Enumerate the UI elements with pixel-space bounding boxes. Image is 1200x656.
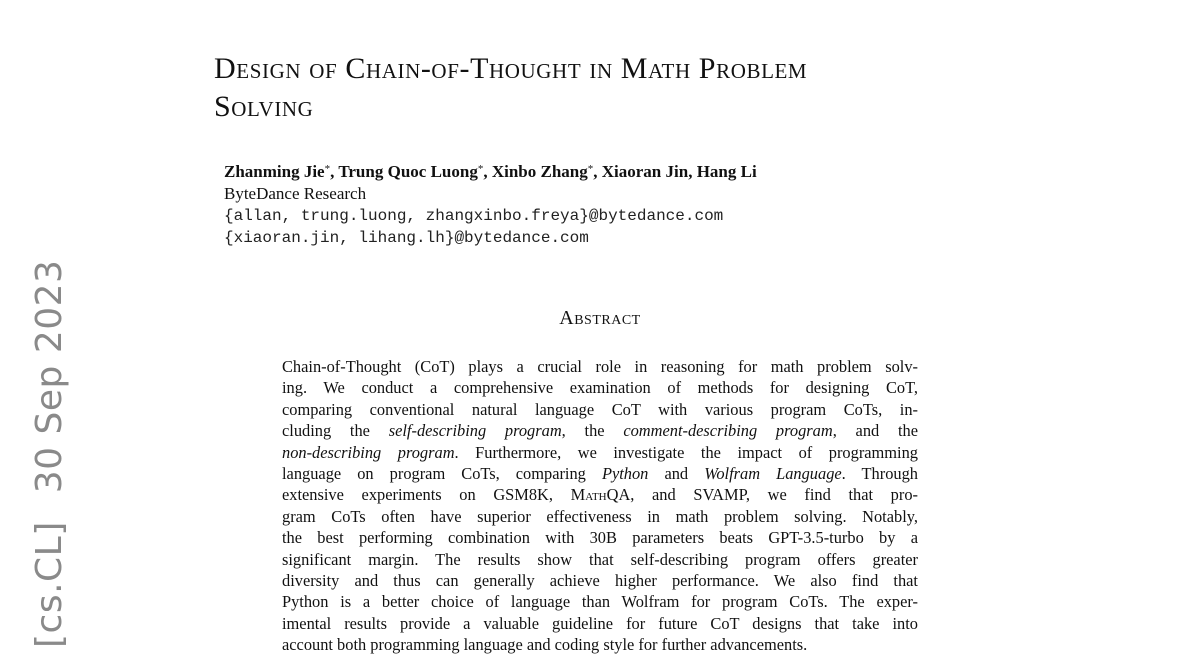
- author-name: Xinbo Zhang: [491, 162, 588, 181]
- paper-title: [214, 50, 1014, 126]
- abstract-text: diversity and thus can generally achieve higher performance. We also find that: [282, 571, 918, 591]
- abstract-emphasis: Wolfram Language: [704, 464, 842, 484]
- abstract-text: imental results provide a valuable guideline for future CoT designs that take into: [282, 613, 918, 633]
- abstract-line: [282, 420, 918, 441]
- abstract-text: extensive experiments on GSM8K,: [282, 485, 571, 505]
- abstract-line: [282, 506, 918, 527]
- abstract-line: [282, 591, 918, 612]
- arxiv-date: 30 Sep 2023: [29, 259, 70, 494]
- abstract-text: account both programming language and coding style for further advancements.: [282, 635, 808, 655]
- abstract-text: , the: [561, 421, 624, 441]
- abstract-text: , and the: [832, 421, 919, 441]
- abstract-text: significant margin. The results show that self-describing program offers greater: [282, 549, 918, 569]
- abstract-line: [282, 484, 918, 505]
- author-mark: *: [477, 163, 484, 175]
- abstract-text: and: [648, 464, 705, 484]
- abstract-line: [282, 356, 918, 377]
- abstract-emphasis: Python: [601, 464, 649, 484]
- affiliation: ByteDance Research: [224, 184, 367, 203]
- author-name: Xiaoran Jin: [601, 162, 689, 181]
- author-name: Trung Quoc Luong: [338, 162, 478, 181]
- abstract-text: , and SVAMP, we find that pro-: [630, 485, 918, 505]
- abstract-emphasis: non-describing program: [282, 442, 455, 462]
- abstract-text: gram CoTs often have superior effectiveness in math problem solving. Notably,: [282, 506, 918, 526]
- abstract-text: . Furthermore, we investigate the impact of programming: [454, 442, 918, 462]
- abstract-line: [282, 570, 918, 591]
- abstract-line: [282, 527, 918, 548]
- title-line-2: Solving: [214, 90, 314, 123]
- abstract-text: Chain-of-Thought (CoT) plays a crucial role in reasoning for math problem solv-: [282, 357, 918, 376]
- author-name: Zhanming Jie: [224, 162, 325, 181]
- abstract-text: comparing conventional natural language CoT with various program CoTs, in-: [282, 399, 918, 419]
- arxiv-category: [cs.CL]: [29, 521, 70, 648]
- abstract-text: cluding the: [282, 421, 389, 441]
- abstract-line: [282, 549, 918, 570]
- abstract-emphasis: self-describing program: [388, 421, 562, 441]
- author-name: Hang Li: [696, 162, 757, 181]
- abstract-line: [282, 399, 918, 420]
- abstract-body: [282, 356, 918, 656]
- abstract-text: ing. We conduct a comprehensive examination of methods for designing CoT,: [282, 378, 918, 398]
- author-list: Zhanming Jie*, Trung Quoc Luong*, Xinbo Zhang*, Xiaoran Jin, Hang Li: [224, 162, 757, 181]
- abstract-line: [282, 463, 918, 484]
- abstract-line: [282, 634, 918, 655]
- author-mark: *: [587, 163, 594, 175]
- abstract-heading: Abstract: [559, 307, 641, 329]
- email-line: {xiaoran.jin, lihang.lh}@bytedance.com: [224, 229, 589, 247]
- abstract-text: language on program CoTs, comparing: [282, 464, 602, 484]
- abstract-text: MathQA: [570, 485, 631, 505]
- email-line: {allan, trung.luong, zhangxinbo.freya}@bytedance.com: [224, 207, 724, 225]
- abstract-text: Python is a better choice of language than Wolfram for program CoTs. The exper-: [282, 592, 918, 612]
- title-line-1: Design of Chain-of-Thought in Math Problem: [214, 52, 808, 85]
- abstract-line: [282, 442, 918, 463]
- abstract-line: [282, 377, 918, 398]
- abstract-line: [282, 613, 918, 634]
- abstract-text: the best performing combination with 30B parameters beats GPT-3.5-turbo by a: [282, 528, 918, 548]
- abstract-text: . Through: [841, 464, 918, 484]
- abstract-emphasis: comment-describing program: [623, 421, 833, 441]
- author-mark: *: [324, 163, 331, 175]
